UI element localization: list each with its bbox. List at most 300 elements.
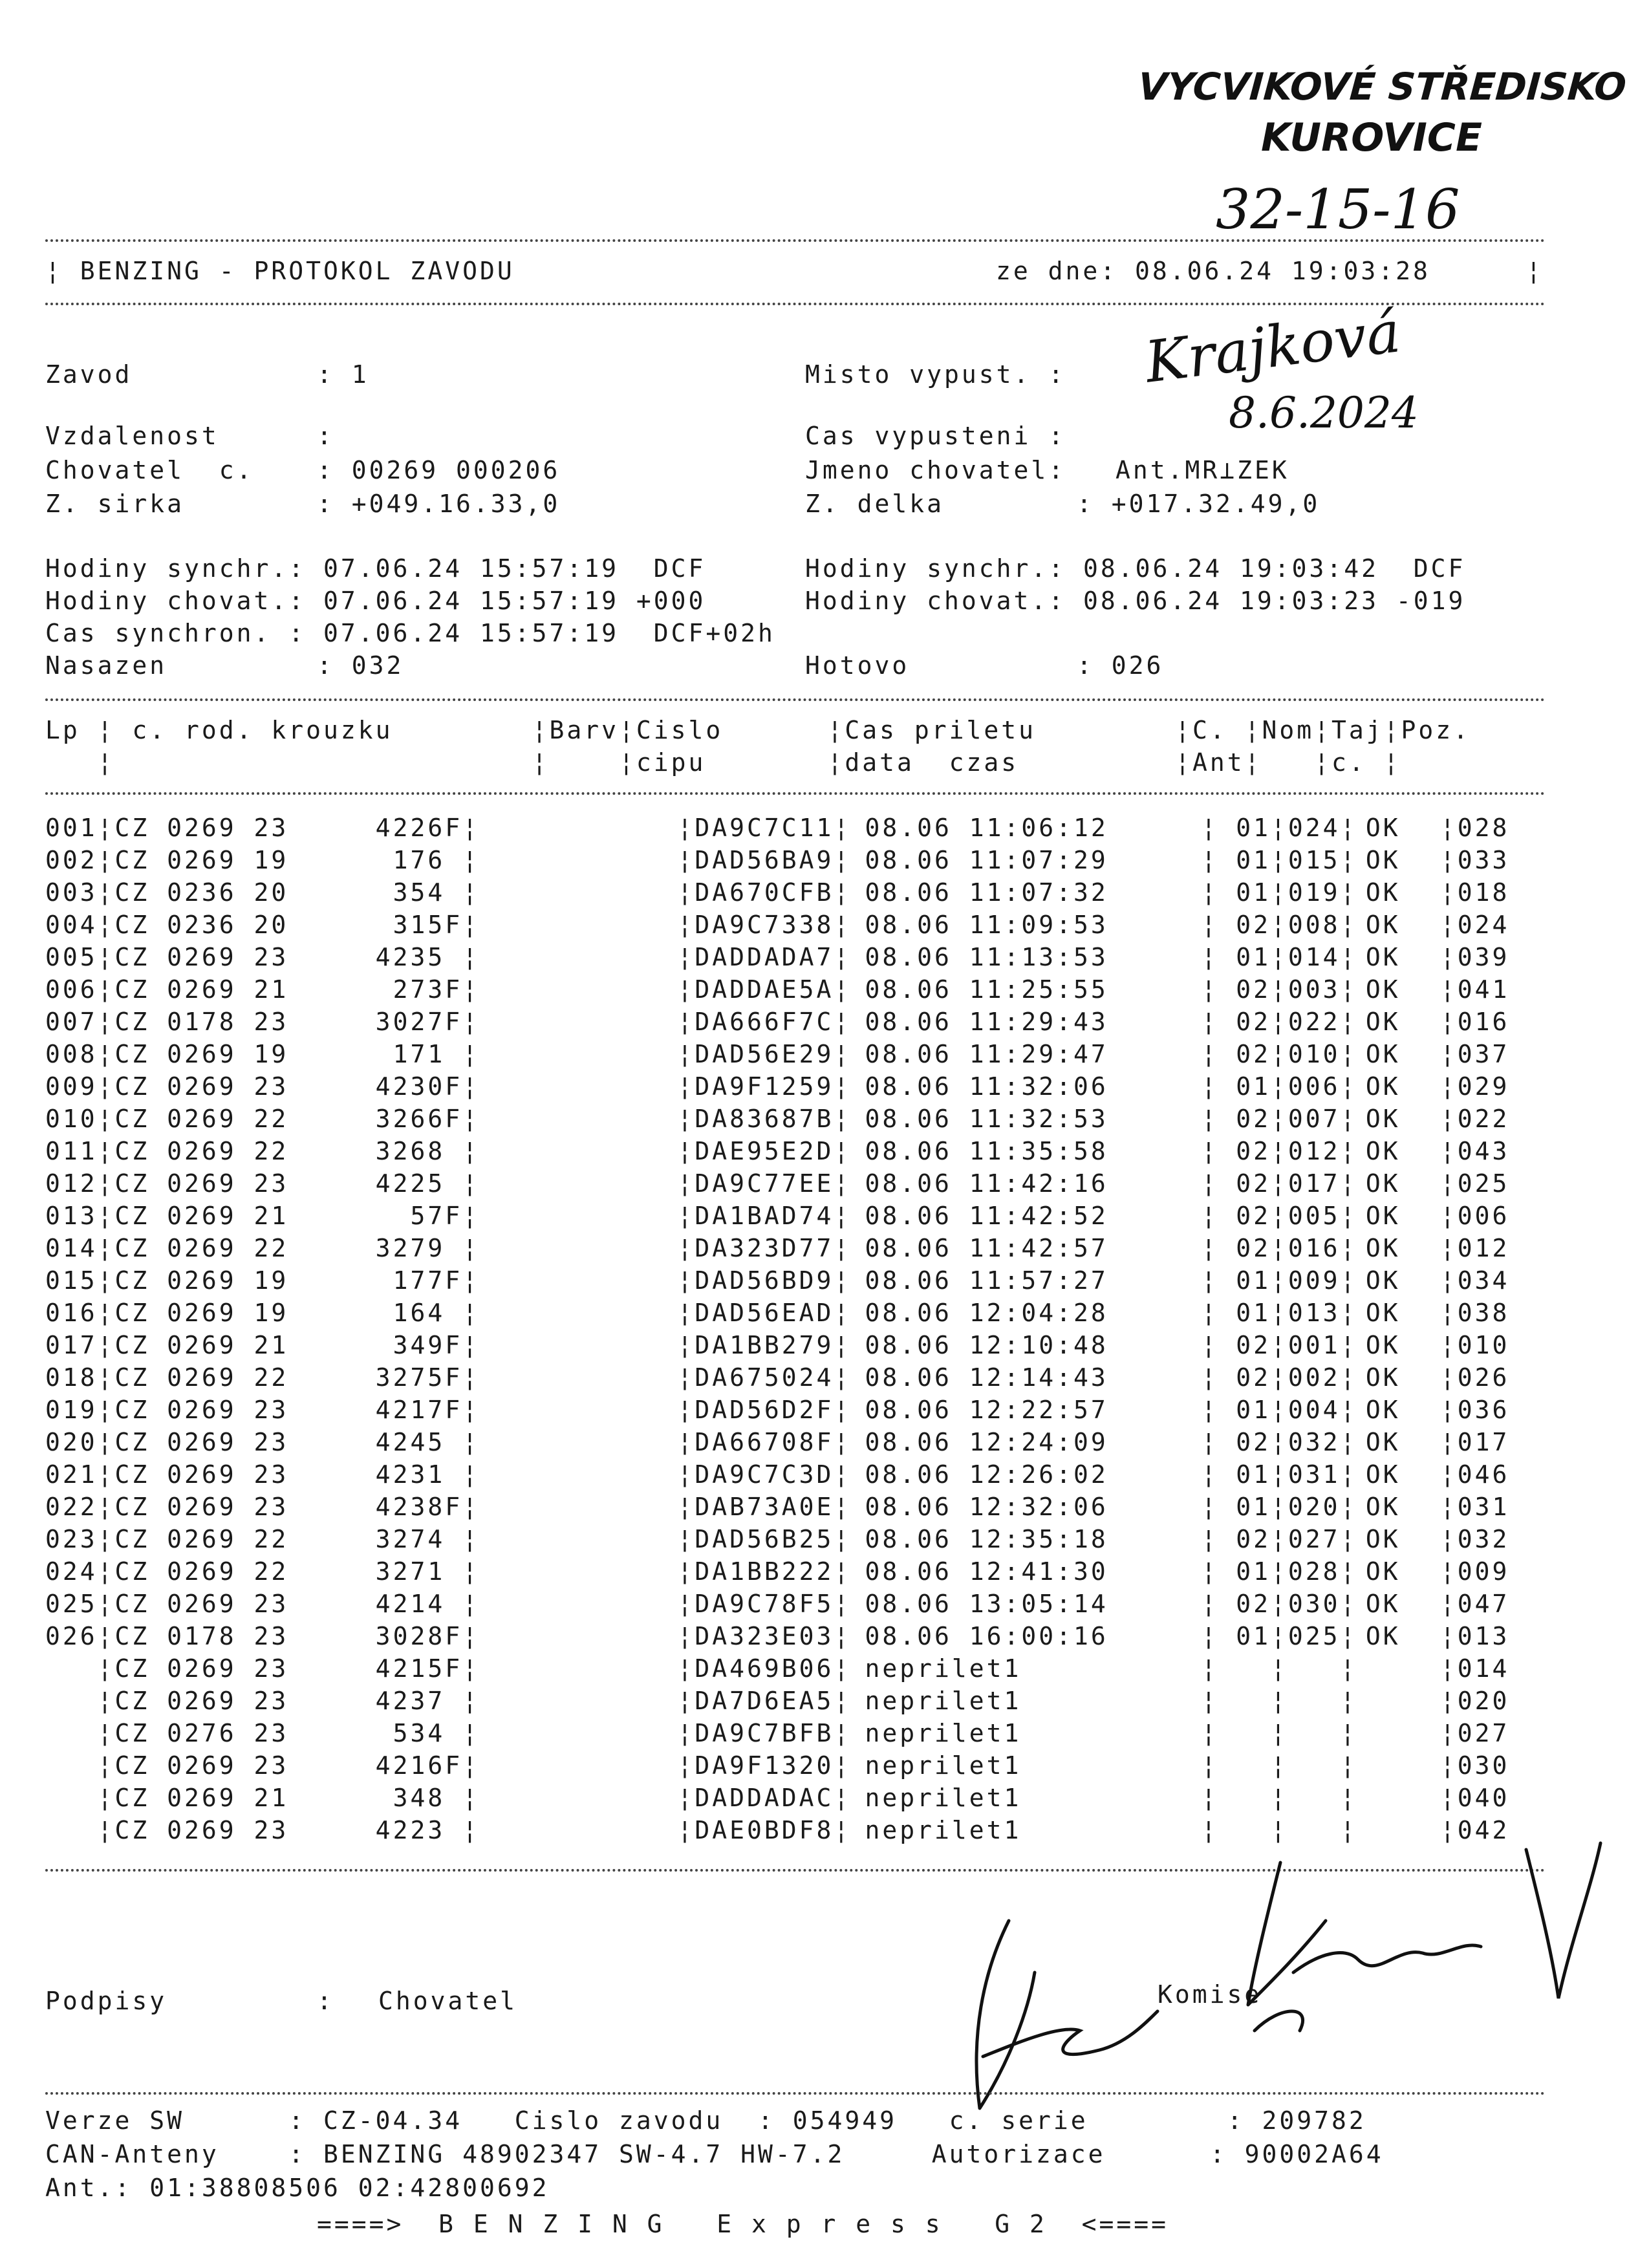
row-color [594, 1361, 678, 1394]
row-arrival-time: 08.06 11:42:52 [865, 1202, 1108, 1230]
row-position: ¦020 [1439, 1687, 1510, 1715]
row-chip-id: ¦DA670CFB¦ [677, 878, 852, 907]
row-color [594, 1523, 678, 1555]
row-antenna: ¦ ¦ [1201, 1687, 1288, 1715]
row-taj: OK [1365, 1299, 1401, 1327]
table-row [45, 1620, 1518, 1652]
row-position: ¦009 [1439, 1557, 1510, 1586]
row-nom: 008¦ [1288, 911, 1358, 939]
row-taj: OK [1365, 943, 1401, 971]
row-nom: 017¦ [1288, 1169, 1358, 1198]
table-row [45, 1458, 1518, 1491]
nasazen-label: Nasazen [45, 651, 167, 680]
row-arrival-time: 08.06 11:29:43 [865, 1008, 1108, 1036]
row-taj: OK [1365, 1234, 1401, 1262]
row-chip-id: ¦DA666F7C¦ [677, 1008, 852, 1036]
row-taj: OK [1365, 975, 1401, 1004]
row-position: ¦047 [1439, 1590, 1510, 1618]
row-lp: 016¦ [45, 1299, 115, 1327]
row-ring-number: CZ 0269 22 3275F¦ [114, 1363, 480, 1392]
row-taj: OK [1365, 1266, 1401, 1295]
row-position: ¦030 [1439, 1751, 1510, 1780]
row-antenna: ¦ 01¦ [1201, 1266, 1288, 1295]
row-arrival-time: 08.06 11:06:12 [865, 814, 1108, 842]
row-arrival-time: 08.06 11:13:53 [865, 943, 1108, 971]
row-position: ¦040 [1439, 1784, 1510, 1812]
row-chip-id: ¦DAD56EAD¦ [677, 1299, 852, 1327]
row-nom: 025¦ [1288, 1622, 1358, 1650]
table-row [45, 1588, 1518, 1620]
table-row [45, 1717, 1518, 1749]
row-antenna: ¦ ¦ [1201, 1654, 1288, 1683]
row-color [594, 909, 678, 941]
row-position: ¦036 [1439, 1396, 1510, 1424]
row-lp: 012¦ [45, 1169, 115, 1198]
row-color [594, 1070, 678, 1103]
row-ring-number: CZ 0269 21 349F¦ [114, 1331, 480, 1359]
table-row [45, 1297, 1518, 1329]
row-position: ¦010 [1439, 1331, 1510, 1359]
row-chip-id: ¦DA323D77¦ [677, 1234, 852, 1262]
row-ring-number: CZ 0269 23 4235 ¦ [114, 943, 480, 971]
row-arrival-time: 08.06 11:32:06 [865, 1072, 1108, 1101]
row-color [594, 1814, 678, 1846]
row-color [594, 1749, 678, 1782]
row-chip-id: ¦DAE0BDF8¦ [677, 1816, 852, 1844]
breeder-signature [931, 1895, 1164, 2134]
misto-vypust-label: Misto vypust. : [805, 360, 1066, 389]
row-antenna: ¦ 01¦ [1201, 878, 1288, 907]
row-chip-id: ¦DADDAE5A¦ [677, 975, 852, 1004]
table-row [45, 1329, 1518, 1361]
row-ring-number: CZ 0269 19 176 ¦ [114, 846, 480, 874]
row-lp: 002¦ [45, 846, 115, 874]
row-antenna: ¦ 01¦ [1201, 1622, 1288, 1650]
row-arrival-time: 08.06 12:26:02 [865, 1460, 1108, 1489]
row-chip-id: ¦DA9F1259¦ [677, 1072, 852, 1101]
row-ring-number: CZ 0276 23 534 ¦ [114, 1719, 480, 1747]
row-color [594, 1264, 678, 1297]
footer-banner: ====> B E N Z I N G E x p r e s s G 2 <==== [317, 2210, 1169, 2238]
footer-line1: Verze SW : CZ-04.34 Cislo zavodu : 054949 c. serie : 209782 [45, 2106, 1366, 2135]
row-antenna: ¦ 02¦ [1201, 1169, 1288, 1198]
row-chip-id: ¦DAD56BD9¦ [677, 1266, 852, 1295]
table-row [45, 1135, 1518, 1167]
protocol-title: ¦ BENZING - PROTOKOL ZAVODU [45, 257, 515, 285]
row-nom: ¦ [1288, 1654, 1358, 1683]
row-arrival-time: 08.06 12:22:57 [865, 1396, 1108, 1424]
cas-vypusteni-label: Cas vypusteni : [805, 422, 1066, 450]
row-antenna: ¦ 02¦ [1201, 1137, 1288, 1165]
row-chip-id: ¦DA9C78F5¦ [677, 1590, 852, 1618]
row-position: ¦029 [1439, 1072, 1510, 1101]
row-position: ¦018 [1439, 878, 1510, 907]
row-chip-id: ¦DA9F1320¦ [677, 1751, 852, 1780]
row-position: ¦027 [1439, 1719, 1510, 1747]
row-ring-number: CZ 0269 21 348 ¦ [114, 1784, 480, 1812]
hotovo-value: : 026 [1077, 651, 1164, 680]
row-chip-id: ¦DA1BB279¦ [677, 1331, 852, 1359]
row-taj: OK [1365, 1396, 1401, 1424]
row-antenna: ¦ 01¦ [1201, 814, 1288, 842]
row-antenna: ¦ 02¦ [1201, 1040, 1288, 1068]
row-position: ¦037 [1439, 1040, 1510, 1068]
row-taj: OK [1365, 1202, 1401, 1230]
row-taj: OK [1365, 1363, 1401, 1392]
row-color [594, 1006, 678, 1038]
table-row [45, 1394, 1518, 1426]
row-arrival-time: 08.06 11:29:47 [865, 1040, 1108, 1068]
row-position: ¦022 [1439, 1105, 1510, 1133]
row-ring-number: CZ 0269 22 3266F¦ [114, 1105, 480, 1133]
row-ring-number: CZ 0178 23 3027F¦ [114, 1008, 480, 1036]
row-color [594, 1038, 678, 1070]
row-arrival-time: 08.06 11:42:57 [865, 1234, 1108, 1262]
row-ring-number: CZ 0269 22 3274 ¦ [114, 1525, 480, 1553]
podpisy-label: Podpisy [45, 1987, 167, 2015]
row-arrival-time: 08.06 12:32:06 [865, 1493, 1108, 1521]
chovatel-value: : 00269 000206 [317, 456, 561, 484]
row-lp: 001¦ [45, 814, 115, 842]
row-lp: 026¦ [45, 1622, 115, 1650]
row-lp: 013¦ [45, 1202, 115, 1230]
row-antenna: ¦ ¦ [1201, 1751, 1288, 1780]
row-ring-number: CZ 0269 23 4217F¦ [114, 1396, 480, 1424]
row-color [594, 1458, 678, 1491]
row-arrival-time: 08.06 11:32:53 [865, 1105, 1108, 1133]
row-nom: ¦ [1288, 1751, 1358, 1780]
table-row [45, 909, 1518, 941]
row-nom: ¦ [1288, 1784, 1358, 1812]
row-color [594, 1297, 678, 1329]
delka-value: : +017.32.49,0 [1077, 490, 1320, 518]
row-taj: OK [1365, 878, 1401, 907]
row-antenna: ¦ 01¦ [1201, 1493, 1288, 1521]
commission-signature [1229, 1824, 1604, 2044]
row-nom: 032¦ [1288, 1428, 1358, 1456]
row-color [594, 1394, 678, 1426]
vzdalenost-label: Vzdalenost [45, 422, 219, 450]
row-lp: 018¦ [45, 1363, 115, 1392]
table-row [45, 1006, 1518, 1038]
handwritten-release-place: Krajková [1141, 298, 1404, 396]
row-position: ¦038 [1439, 1299, 1510, 1327]
row-taj: OK [1365, 1428, 1401, 1456]
row-lp: 019¦ [45, 1396, 115, 1424]
row-lp: 014¦ [45, 1234, 115, 1262]
row-antenna: ¦ 01¦ [1201, 1299, 1288, 1327]
row-color [594, 876, 678, 909]
table-row [45, 1070, 1518, 1103]
row-ring-number: CZ 0269 19 177F¦ [114, 1266, 480, 1295]
row-chip-id: ¦DA323E03¦ [677, 1622, 852, 1650]
row-antenna: ¦ ¦ [1201, 1719, 1288, 1747]
row-taj: OK [1365, 1557, 1401, 1586]
row-ring-number: CZ 0269 23 4223 ¦ [114, 1816, 480, 1844]
row-nom: 004¦ [1288, 1396, 1358, 1424]
row-lp: ¦ [45, 1719, 115, 1747]
row-position: ¦041 [1439, 975, 1510, 1004]
row-color [594, 1491, 678, 1523]
row-position: ¦031 [1439, 1493, 1510, 1521]
row-nom: 001¦ [1288, 1331, 1358, 1359]
row-lp: ¦ [45, 1751, 115, 1780]
row-chip-id: ¦DA1BAD74¦ [677, 1202, 852, 1230]
row-taj: OK [1365, 1008, 1401, 1036]
row-color [594, 1588, 678, 1620]
row-taj: OK [1365, 1331, 1401, 1359]
table-row [45, 1782, 1518, 1814]
row-chip-id: ¦DA9C77EE¦ [677, 1169, 852, 1198]
row-position: ¦026 [1439, 1363, 1510, 1392]
row-antenna: ¦ 01¦ [1201, 1460, 1288, 1489]
sync-row2-left: Hodiny chovat.: 07.06.24 15:57:19 +000 [45, 587, 706, 615]
row-ring-number: CZ 0269 23 4238F¦ [114, 1493, 480, 1521]
row-taj: OK [1365, 1590, 1401, 1618]
row-ring-number: CZ 0236 20 354 ¦ [114, 878, 480, 907]
row-lp: 025¦ [45, 1590, 115, 1618]
table-row [45, 1232, 1518, 1264]
row-taj: OK [1365, 814, 1401, 842]
table-row [45, 941, 1518, 973]
sync-row3-left: Cas synchron. : 07.06.24 15:57:19 DCF+02h [45, 619, 775, 647]
stamp-line-1: VYCVIKOVÉ STŘEDISKO [1136, 65, 1628, 109]
row-ring-number: CZ 0269 23 4237 ¦ [114, 1687, 480, 1715]
row-ring-number: CZ 0269 21 273F¦ [114, 975, 480, 1004]
vzdalenost-value: : [317, 422, 334, 450]
row-color [594, 1232, 678, 1264]
row-arrival-time: 08.06 11:25:55 [865, 975, 1108, 1004]
row-lp: 023¦ [45, 1525, 115, 1553]
row-lp: 015¦ [45, 1266, 115, 1295]
row-color [594, 1167, 678, 1200]
row-chip-id: ¦DA9C7C11¦ [677, 814, 852, 842]
column-header-line1: Lp ¦ c. rod. krouzku ¦Barv¦Cislo ¦Cas priletu ¦C. ¦Nom¦Taj¦Poz. [45, 716, 1471, 744]
row-chip-id: ¦DA9C7338¦ [677, 911, 852, 939]
row-antenna: ¦ 02¦ [1201, 1234, 1288, 1262]
row-position: ¦033 [1439, 846, 1510, 874]
row-chip-id: ¦DAE95E2D¦ [677, 1137, 852, 1165]
row-arrival-time: 08.06 11:09:53 [865, 911, 1108, 939]
row-ring-number: CZ 0269 21 57F¦ [114, 1202, 480, 1230]
row-taj [1366, 1782, 1440, 1814]
row-nom: 031¦ [1288, 1460, 1358, 1489]
row-arrival-time: neprilet1 [865, 1816, 1022, 1844]
sync-row2-right: Hodiny chovat.: 08.06.24 19:03:23 -019 [805, 587, 1466, 615]
row-chip-id: ¦DA469B06¦ [677, 1654, 852, 1683]
row-antenna: ¦ 01¦ [1201, 1396, 1288, 1424]
protocol-date-label: ze dne: [996, 257, 1118, 285]
row-color [594, 1620, 678, 1652]
row-taj: OK [1365, 1072, 1401, 1101]
row-ring-number: CZ 0269 19 164 ¦ [114, 1299, 480, 1327]
row-taj: OK [1365, 911, 1401, 939]
row-antenna: ¦ 02¦ [1201, 1590, 1288, 1618]
row-antenna: ¦ 02¦ [1201, 1428, 1288, 1456]
table-row [45, 1426, 1518, 1458]
row-lp: 011¦ [45, 1137, 115, 1165]
row-arrival-time: 08.06 12:41:30 [865, 1557, 1108, 1586]
row-position: ¦013 [1439, 1622, 1510, 1650]
row-nom: ¦ [1288, 1719, 1358, 1747]
row-color [594, 941, 678, 973]
row-arrival-time: neprilet1 [865, 1784, 1022, 1812]
row-lp: 003¦ [45, 878, 115, 907]
table-row [45, 1038, 1518, 1070]
row-chip-id: ¦DADDADAC¦ [677, 1784, 852, 1812]
row-chip-id: ¦DADDADA7¦ [677, 943, 852, 971]
row-nom: 024¦ [1288, 814, 1358, 842]
row-ring-number: CZ 0269 23 4214 ¦ [114, 1590, 480, 1618]
row-nom: 006¦ [1288, 1072, 1358, 1101]
row-arrival-time: 08.06 12:14:43 [865, 1363, 1108, 1392]
row-lp: 010¦ [45, 1105, 115, 1133]
row-chip-id: ¦DA66708F¦ [677, 1428, 852, 1456]
row-ring-number: CZ 0269 23 4225 ¦ [114, 1169, 480, 1198]
row-color [594, 1782, 678, 1814]
row-nom: 009¦ [1288, 1266, 1358, 1295]
row-color [594, 1555, 678, 1588]
row-nom: 005¦ [1288, 1202, 1358, 1230]
komise-signature-label: Komise [1158, 1980, 1262, 2009]
row-taj: OK [1365, 1105, 1401, 1133]
row-nom: 016¦ [1288, 1234, 1358, 1262]
row-position: ¦025 [1439, 1169, 1510, 1198]
table-row [45, 1523, 1518, 1555]
row-arrival-time: 08.06 12:04:28 [865, 1299, 1108, 1327]
row-lp: ¦ [45, 1654, 115, 1683]
row-chip-id: ¦DA1BB222¦ [677, 1557, 852, 1586]
row-nom: 003¦ [1288, 975, 1358, 1004]
row-nom: 014¦ [1288, 943, 1358, 971]
row-position: ¦024 [1439, 911, 1510, 939]
row-antenna: ¦ 02¦ [1201, 1363, 1288, 1392]
row-position: ¦042 [1439, 1816, 1510, 1844]
row-antenna: ¦ 02¦ [1201, 1008, 1288, 1036]
row-arrival-time: 08.06 11:57:27 [865, 1266, 1108, 1295]
row-chip-id: ¦DAD56E29¦ [677, 1040, 852, 1068]
row-taj: OK [1365, 1525, 1401, 1553]
row-color [594, 1103, 678, 1135]
header-end-bar: ¦ [1526, 257, 1544, 285]
row-color [594, 1135, 678, 1167]
row-antenna: ¦ ¦ [1201, 1816, 1288, 1844]
row-nom: ¦ [1288, 1816, 1358, 1844]
row-position: ¦016 [1439, 1008, 1510, 1036]
row-arrival-time: neprilet1 [865, 1751, 1022, 1780]
row-antenna: ¦ 02¦ [1201, 1331, 1288, 1359]
footer-line3: Ant.: 01:38808506 02:42800692 [45, 2174, 550, 2202]
row-arrival-time: 08.06 13:05:14 [865, 1590, 1108, 1618]
row-position: ¦014 [1439, 1654, 1510, 1683]
row-color [594, 812, 678, 844]
table-row [45, 1491, 1518, 1523]
table-row [45, 1103, 1518, 1135]
sync-row1-left: Hodiny synchr.: 07.06.24 15:57:19 DCF [45, 554, 706, 583]
row-nom: 022¦ [1288, 1008, 1358, 1036]
row-nom: 020¦ [1288, 1493, 1358, 1521]
row-position: ¦039 [1439, 943, 1510, 971]
row-lp: ¦ [45, 1816, 115, 1844]
row-color [594, 1685, 678, 1717]
row-chip-id: ¦DA7D6EA5¦ [677, 1687, 852, 1715]
row-chip-id: ¦DA9C7C3D¦ [677, 1460, 852, 1489]
row-nom: 010¦ [1288, 1040, 1358, 1068]
row-antenna: ¦ 02¦ [1201, 1105, 1288, 1133]
table-row [45, 1264, 1518, 1297]
row-lp: 007¦ [45, 1008, 115, 1036]
chovatel-label: Chovatel c. [45, 456, 254, 484]
row-position: ¦032 [1439, 1525, 1510, 1553]
row-chip-id: ¦DAD56B25¦ [677, 1525, 852, 1553]
row-lp: ¦ [45, 1784, 115, 1812]
divider-header [45, 303, 1546, 305]
handwritten-release-date: 8.6.2024 [1229, 388, 1419, 438]
row-nom: 007¦ [1288, 1105, 1358, 1133]
row-color [594, 1652, 678, 1685]
row-position: ¦034 [1439, 1266, 1510, 1295]
row-taj [1366, 1685, 1440, 1717]
table-row [45, 1555, 1518, 1588]
row-antenna: ¦ 01¦ [1201, 1557, 1288, 1586]
jmeno-chovatel-label: Jmeno chovatel: [805, 456, 1066, 484]
row-nom: ¦ [1288, 1687, 1358, 1715]
row-ring-number: CZ 0269 23 4226F¦ [114, 814, 480, 842]
row-antenna: ¦ 02¦ [1201, 1525, 1288, 1553]
row-ring-number: CZ 0269 22 3268 ¦ [114, 1137, 480, 1165]
protocol-date-value: 08.06.24 19:03:28 [1135, 257, 1430, 285]
sirka-label: Z. sirka [45, 490, 185, 518]
hotovo-label: Hotovo [805, 651, 910, 680]
zavod-label: Zavod [45, 360, 133, 389]
row-lp: 006¦ [45, 975, 115, 1004]
table-row [45, 1361, 1518, 1394]
row-nom: 013¦ [1288, 1299, 1358, 1327]
row-antenna: ¦ 01¦ [1201, 1072, 1288, 1101]
row-position: ¦028 [1439, 814, 1510, 842]
row-arrival-time: 08.06 11:07:29 [865, 846, 1108, 874]
row-lp: 004¦ [45, 911, 115, 939]
row-ring-number: CZ 0269 19 171 ¦ [114, 1040, 480, 1068]
row-ring-number: CZ 0269 23 4215F¦ [114, 1654, 480, 1683]
row-arrival-time: 08.06 11:07:32 [865, 878, 1108, 907]
row-nom: 015¦ [1288, 846, 1358, 874]
row-taj: OK [1365, 1622, 1401, 1650]
row-nom: 027¦ [1288, 1525, 1358, 1553]
row-arrival-time: neprilet1 [865, 1719, 1022, 1747]
row-position: ¦012 [1439, 1234, 1510, 1262]
row-ring-number: CZ 0269 22 3279 ¦ [114, 1234, 480, 1262]
row-nom: 028¦ [1288, 1557, 1358, 1586]
row-chip-id: ¦DA675024¦ [677, 1363, 852, 1392]
table-row [45, 1685, 1518, 1717]
row-arrival-time: neprilet1 [865, 1687, 1022, 1715]
sync-row1-right: Hodiny synchr.: 08.06.24 19:03:42 DCF [805, 554, 1466, 583]
row-ring-number: CZ 0236 20 315F¦ [114, 911, 480, 939]
row-taj: OK [1365, 1460, 1401, 1489]
row-taj [1366, 1749, 1440, 1782]
row-lp: 021¦ [45, 1460, 115, 1489]
row-antenna: ¦ 02¦ [1201, 911, 1288, 939]
table-row [45, 1200, 1518, 1232]
table-row [45, 844, 1518, 876]
row-taj: OK [1365, 1169, 1401, 1198]
row-color [594, 1717, 678, 1749]
row-position: ¦046 [1439, 1460, 1510, 1489]
row-lp: 020¦ [45, 1428, 115, 1456]
table-row [45, 876, 1518, 909]
table-row [45, 1749, 1518, 1782]
